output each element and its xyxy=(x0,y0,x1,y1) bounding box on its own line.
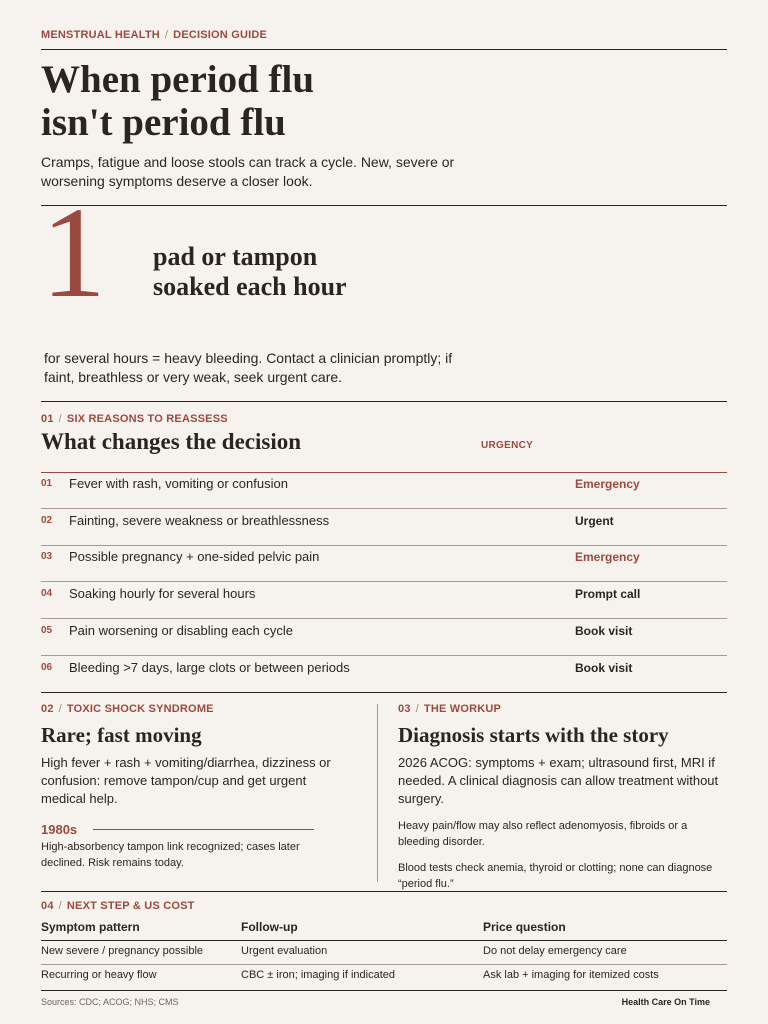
tss-column xyxy=(41,703,331,871)
kicker-separator: / xyxy=(58,900,62,912)
section-note: Heavy pain/flow may also reflect adenomyosis, fibroids or a bleeding disorder. xyxy=(398,820,688,848)
reason-text: Bleeding >7 days, large clots or between periods xyxy=(69,659,350,675)
page-title xyxy=(41,58,314,144)
divider xyxy=(41,49,727,50)
workup-column xyxy=(398,703,728,892)
section-title: Rare; fast moving xyxy=(41,723,202,747)
urgency-label: Prompt call xyxy=(575,587,641,602)
table-cell: CBC ± iron; imaging if indicated xyxy=(241,969,395,981)
stat-line-2: soaked each hour xyxy=(153,272,347,301)
table-header: Follow-up xyxy=(241,920,298,934)
divider xyxy=(41,692,727,693)
kicker-separator: / xyxy=(164,29,169,41)
reason-number: 03 xyxy=(41,551,53,563)
divider xyxy=(41,401,727,402)
reason-row xyxy=(41,509,727,546)
table-header: Price question xyxy=(483,920,566,934)
section-body: High fever + rash + vomiting/diarrhea, dizziness or confusion: remove tampon/cup and get urgent medical help. xyxy=(41,755,331,806)
timeline-line xyxy=(93,829,314,830)
section-number: 02 xyxy=(41,703,54,715)
reason-row xyxy=(41,545,727,582)
divider xyxy=(41,205,727,206)
stat-number: 1 xyxy=(41,181,106,325)
table-header-row xyxy=(41,917,727,941)
stat-note: for several hours = heavy bleeding. Contact a clinician promptly; if faint, breathless or very weak, seek urgent care. xyxy=(44,350,453,385)
title-line-2: isn't period flu xyxy=(41,101,286,144)
table-row xyxy=(41,965,727,989)
kicker-category: MENSTRUAL HEALTH xyxy=(41,29,160,41)
urgency-label: Urgent xyxy=(575,513,614,528)
reason-text: Pain worsening or disabling each cycle xyxy=(69,622,294,638)
divider xyxy=(41,990,727,991)
section-kicker xyxy=(41,703,331,715)
urgency-label: Emergency xyxy=(575,550,640,565)
section-label: SIX REASONS TO REASSESS xyxy=(66,413,228,425)
table-header: Symptom pattern xyxy=(41,920,140,934)
table-cell: Recurring or heavy flow xyxy=(41,969,157,981)
section-kicker xyxy=(398,703,728,715)
reason-row xyxy=(41,472,727,509)
reason-row xyxy=(41,582,727,619)
urgency-label: Book visit xyxy=(575,623,633,638)
kicker-separator: / xyxy=(58,703,62,715)
section-number: 01 xyxy=(41,413,54,425)
stat-headline xyxy=(153,242,347,302)
reason-row xyxy=(41,619,727,656)
reason-number: 02 xyxy=(41,514,53,526)
reason-text: Possible pregnancy + one-sided pelvic pain xyxy=(69,549,320,565)
timeline-marker xyxy=(41,821,331,837)
section-kicker xyxy=(41,413,228,425)
cost-table xyxy=(41,917,727,989)
section-kicker xyxy=(41,900,195,912)
table-row xyxy=(41,941,727,965)
urgency-label: Book visit xyxy=(575,660,633,675)
column-divider xyxy=(377,704,378,882)
section-label: TOXIC SHOCK SYNDROME xyxy=(66,703,214,715)
section-number: 04 xyxy=(41,900,54,912)
sources-note: Sources: CDC; ACOG; NHS; CMS xyxy=(41,997,179,1007)
table-cell: Ask lab + imaging for itemized costs xyxy=(483,969,659,981)
stat-line-1: pad or tampon xyxy=(153,242,318,271)
section-body: 2026 ACOG: symptoms + exam; ultrasound first, MRI if needed. A clinical diagnosis can allow treatment without surgery. xyxy=(398,755,719,806)
timeline-year: 1980s xyxy=(41,822,78,837)
guide-page xyxy=(41,0,727,1024)
section-kicker xyxy=(41,29,267,41)
table-cell: Urgent evaluation xyxy=(241,945,328,957)
section-label: THE WORKUP xyxy=(423,703,502,715)
table-cell: New severe / pregnancy possible xyxy=(41,945,204,957)
reason-number: 04 xyxy=(41,588,53,600)
reason-number: 01 xyxy=(41,478,53,489)
title-line-1: When period flu xyxy=(41,58,315,101)
kicker-type: DECISION GUIDE xyxy=(173,29,268,41)
section-number: 03 xyxy=(398,703,411,715)
urgency-label: Emergency xyxy=(575,477,640,491)
timeline-note: High-absorbency tampon link recognized; cases later declined. Risk remains today. xyxy=(41,841,300,869)
page-dek: Cramps, fatigue and loose stools can track a cycle. New, severe or worsening symptoms deserve a closer look. xyxy=(41,154,455,189)
table-cell: Do not delay emergency care xyxy=(483,945,627,957)
reason-row xyxy=(41,656,727,693)
kicker-separator: / xyxy=(58,413,62,425)
reason-text: Fainting, severe weakness or breathlessness xyxy=(69,512,330,528)
reason-number: 05 xyxy=(41,624,53,636)
reason-number: 06 xyxy=(41,661,53,673)
reason-text: Soaking hourly for several hours xyxy=(69,586,256,602)
section-label: NEXT STEP & US COST xyxy=(66,900,195,912)
reason-text: Fever with rash, vomiting or confusion xyxy=(69,476,288,491)
divider xyxy=(41,891,727,892)
section-note: Blood tests check anemia, thyroid or clotting; none can diagnose “period flu.” xyxy=(398,862,713,890)
brand-name: Health Care On Time xyxy=(621,997,710,1007)
urgency-column-header: URGENCY xyxy=(481,440,534,451)
section-title: Diagnosis starts with the story xyxy=(398,723,669,747)
section-title: What changes the decision xyxy=(41,429,302,454)
kicker-separator: / xyxy=(415,703,419,715)
